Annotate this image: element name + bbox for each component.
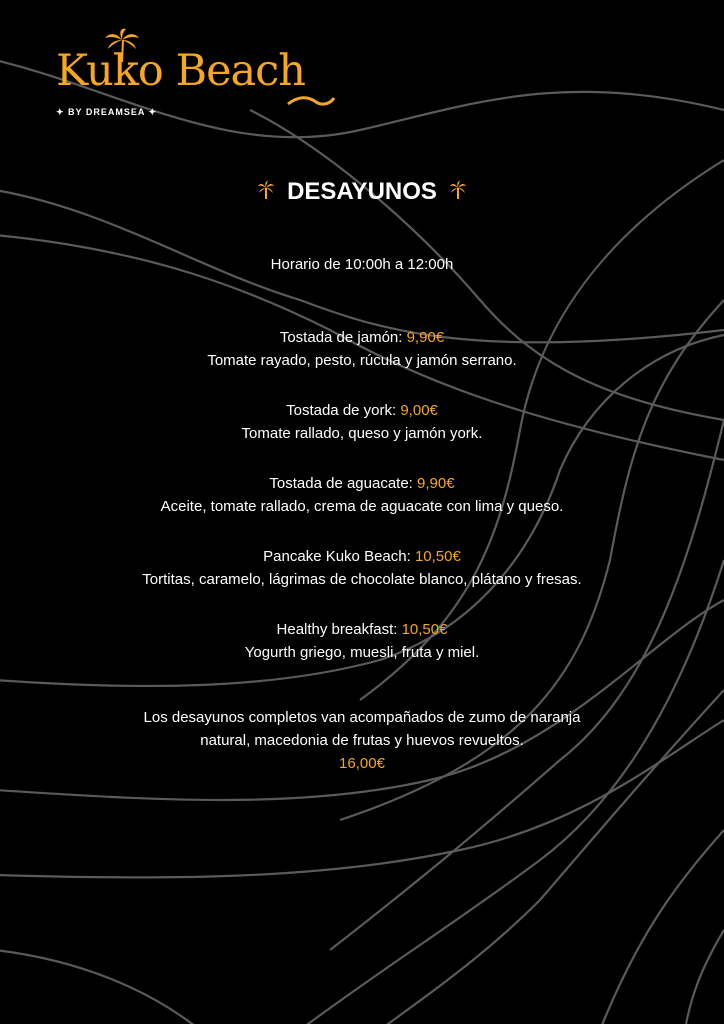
menu-item-price: 9,00€ <box>400 402 438 419</box>
menu-item-price: 10,50€ <box>414 548 461 565</box>
menu-item-description: Aceite, tomate rallado, crema de aguacate con lima y queso. <box>160 498 564 515</box>
menu-item <box>0 545 724 591</box>
menu-item-title <box>0 326 724 349</box>
menu-item-price: 9,90€ <box>417 475 455 492</box>
menu-item-name: Tostada de york: <box>286 402 401 419</box>
menu-item-name: Healthy breakfast: <box>276 621 402 638</box>
wave-underline-icon <box>286 94 336 108</box>
menu-item-title <box>0 545 724 568</box>
brand-logo <box>56 28 356 123</box>
menu-item-description: Tomate rayado, pesto, rúcula y jamón serrano. <box>207 352 517 369</box>
menu-item-title <box>0 472 724 495</box>
menu-item <box>0 326 724 372</box>
combo-description-line: natural, macedonia de frutas y huevos revueltos. <box>200 732 524 749</box>
menu-item <box>0 399 724 445</box>
menu-item-price: 9,90€ <box>406 329 445 346</box>
menu-item <box>0 618 724 664</box>
menu-list <box>0 326 724 691</box>
palm-tree-icon <box>258 181 274 199</box>
opening-hours: Horario de 10:00h a 12:00h <box>270 256 454 273</box>
menu-item-title <box>0 399 724 422</box>
menu-item-description: Tortitas, caramelo, lágrimas de chocolate blanco, plátano y fresas. <box>142 571 582 588</box>
brand-name: Kuko Beach <box>56 46 305 96</box>
menu-item-description: Tomate rallado, queso y jamón york. <box>241 425 483 442</box>
palm-tree-icon <box>450 181 466 199</box>
brand-subtitle: ✦ BY DREAMSEA ✦ <box>56 107 158 117</box>
combo-offer <box>0 706 724 775</box>
section-title-text: DESAYUNOS <box>287 178 437 205</box>
menu-item-name: Tostada de jamón: <box>279 329 407 346</box>
menu-item-price: 10,50€ <box>401 621 448 638</box>
menu-item-name: Pancake Kuko Beach: <box>263 548 415 565</box>
menu-item-title <box>0 618 724 641</box>
combo-description-line: Los desayunos completos van acompañados de zumo de naranja <box>143 709 581 726</box>
menu-item-name: Tostada de aguacate: <box>269 475 418 492</box>
combo-price: 16,00€ <box>339 755 385 772</box>
section-title <box>0 178 724 206</box>
menu-item-description: Yogurth griego, muesli, fruta y miel. <box>244 644 480 661</box>
menu-item <box>0 472 724 518</box>
